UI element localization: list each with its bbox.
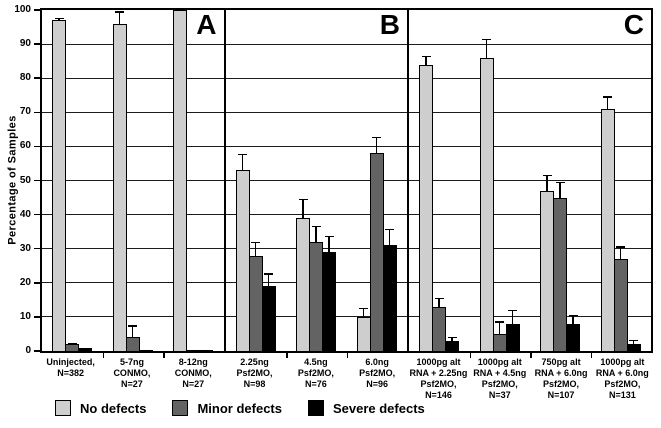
bar-no-defects [113, 24, 127, 351]
category-label-line: N=131 [608, 390, 636, 400]
category-label-line: 1000pg alt [477, 357, 522, 367]
legend-swatch [308, 400, 324, 416]
category-label-line: Psf2MO, [359, 368, 396, 378]
category-label-line: 2.25ng [240, 357, 269, 367]
y-tick-label: 90 [19, 38, 31, 50]
category-label-line: RNA + 4.5ng [473, 368, 527, 378]
bar-minor-defects [309, 242, 323, 351]
bars-row [42, 10, 224, 351]
error-bar [546, 175, 548, 192]
category-label-line: Uninjected, [46, 357, 95, 367]
panel-label-a: A [196, 9, 217, 40]
category-label [285, 357, 346, 401]
bar-no-defects [173, 10, 187, 351]
error-bar [438, 298, 440, 308]
legend-item [55, 400, 146, 416]
category-label-line: Psf2MO, [543, 379, 580, 389]
bar-group [226, 10, 287, 351]
panel-label-c: C [623, 9, 644, 40]
bar-minor-defects [432, 307, 446, 351]
legend-item [308, 400, 425, 416]
bar-group [163, 10, 224, 351]
y-tick-label: 10 [19, 310, 31, 322]
bar-minor-defects [493, 334, 507, 351]
bar-severe-defects [627, 344, 641, 351]
category-label [101, 357, 162, 401]
x-label-panel-a [40, 357, 224, 401]
bar-group [103, 10, 164, 351]
category-label-line: CONMO, [174, 368, 212, 378]
bar-group [470, 10, 531, 351]
bar-severe-defects [566, 324, 580, 351]
error-bar [425, 56, 427, 66]
bar-severe-defects [445, 341, 459, 351]
category-label-line: N=76 [304, 379, 327, 389]
error-bar [242, 154, 244, 171]
bar-minor-defects [614, 259, 628, 351]
bar-group [530, 10, 591, 351]
y-tick-label: 0 [25, 345, 31, 356]
error-bar [389, 229, 391, 246]
y-tick-label: 100 [14, 4, 31, 15]
legend-swatch [172, 400, 188, 416]
bar-no-defects [236, 170, 250, 351]
legend-swatch [55, 400, 71, 416]
legend [55, 400, 425, 416]
bar-no-defects [357, 317, 371, 351]
y-tick-label: 70 [19, 106, 31, 118]
y-tick-label: 20 [19, 276, 31, 288]
error-bar [633, 340, 635, 345]
bar-severe-defects [322, 252, 336, 351]
bar-severe-defects [506, 324, 520, 351]
bar-severe-defects [78, 348, 92, 351]
y-tick-label: 50 [19, 174, 31, 186]
error-bar [84, 348, 86, 349]
bar-minor-defects [186, 350, 200, 351]
category-label-line: N=382 [57, 368, 85, 378]
error-bar [71, 343, 73, 345]
error-bar [58, 18, 60, 21]
category-label [408, 357, 469, 401]
category-label-line: N=27 [182, 379, 205, 389]
error-bar [620, 246, 622, 260]
error-bar [607, 96, 609, 110]
legend-label: No defects [80, 400, 147, 416]
bar-group [347, 10, 408, 351]
category-label-line: 8-12ng [178, 357, 208, 367]
category-label-line: 6.0ng [365, 357, 389, 367]
x-label-panel-c [408, 357, 653, 401]
panel-b [226, 10, 410, 351]
category-label-line: Psf2MO, [481, 379, 518, 389]
bar-no-defects [540, 191, 554, 351]
bar-minor-defects [553, 198, 567, 351]
error-bar [486, 39, 488, 59]
bar-group [286, 10, 347, 351]
bar-minor-defects [126, 337, 140, 351]
error-bar [255, 242, 257, 257]
category-label [530, 357, 591, 401]
category-label [592, 357, 653, 401]
bar-minor-defects [370, 153, 384, 351]
error-bar [302, 199, 304, 219]
panel-c [409, 10, 651, 351]
category-label-line: Psf2MO, [297, 368, 334, 378]
category-label-line: 750pg alt [541, 357, 581, 367]
bars-row [409, 10, 651, 351]
plot-area [40, 8, 653, 353]
category-label-line: RNA + 6.0ng [534, 368, 588, 378]
category-label-line: 1000pg alt [416, 357, 461, 367]
error-bar [315, 226, 317, 243]
bar-group [42, 10, 103, 351]
y-tick-label: 80 [19, 72, 31, 84]
bar-severe-defects [383, 245, 397, 351]
y-tick-label: 60 [19, 140, 31, 152]
category-label-line: 1000pg alt [600, 357, 645, 367]
bar-minor-defects [249, 256, 263, 351]
category-label-line: N=96 [366, 379, 389, 389]
panel-label-b: B [379, 9, 400, 40]
x-label-panel-b [224, 357, 408, 401]
error-bar [559, 182, 561, 199]
legend-label: Severe defects [332, 400, 425, 416]
bar-severe-defects [262, 286, 276, 351]
legend-item [172, 400, 282, 416]
category-label [40, 357, 101, 401]
category-label-line: N=98 [243, 379, 266, 389]
category-label-line: RNA + 2.25ng [409, 368, 468, 378]
x-axis-labels [40, 357, 653, 401]
bar-no-defects [480, 58, 494, 351]
error-bar [451, 337, 453, 342]
category-label-line: N=37 [488, 390, 511, 400]
error-bar [328, 236, 330, 253]
category-label-line: N=107 [547, 390, 575, 400]
error-bar [132, 325, 134, 338]
y-tick-label: 30 [19, 242, 31, 254]
bar-group [409, 10, 470, 351]
bar-severe-defects [139, 350, 153, 351]
bar-minor-defects [65, 344, 79, 351]
bar-no-defects [296, 218, 310, 351]
error-bar [512, 310, 514, 325]
category-label-line: Psf2MO, [420, 379, 457, 389]
category-label-line: N=27 [121, 379, 143, 389]
panel-a [42, 10, 226, 351]
error-bar [376, 137, 378, 154]
bar-severe-defects [199, 350, 213, 351]
error-bar [268, 273, 270, 287]
bar-no-defects [419, 65, 433, 351]
y-tick-label: 40 [19, 208, 31, 220]
error-bar [499, 321, 501, 335]
category-label [163, 357, 224, 401]
bar-no-defects [52, 20, 66, 351]
category-label-line: 5-7ng [119, 357, 144, 367]
bars-row [226, 10, 408, 351]
y-axis-label: Percentage of Samples [6, 115, 19, 245]
category-label-line: CONMO, [113, 368, 151, 378]
category-label [224, 357, 285, 401]
error-bar [119, 11, 121, 25]
category-label-line: Psf2MO, [236, 368, 273, 378]
bar-group [591, 10, 652, 351]
legend-label: Minor defects [197, 400, 282, 416]
panels-container [42, 10, 651, 351]
category-label-line: 4.5ng [304, 357, 328, 367]
category-label-line: Psf2MO, [604, 379, 641, 389]
error-bar [363, 308, 365, 318]
error-bar [572, 315, 574, 325]
category-label-line: N=146 [425, 390, 452, 400]
category-label-line: RNA + 6.0ng [595, 368, 649, 378]
category-label [347, 357, 408, 401]
category-label [469, 357, 530, 401]
bar-no-defects [601, 109, 615, 351]
